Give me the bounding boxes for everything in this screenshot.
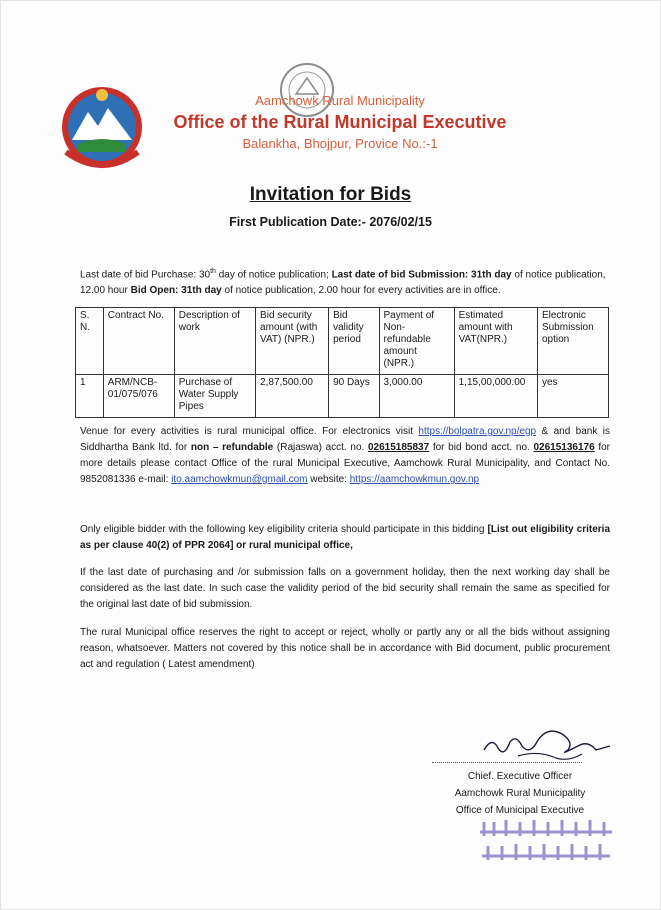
table-row: 1 ARM/NCB-01/075/076 Purchase of Water Supply Pipes 2,87,500.00 90 Days 3,000.00 1,15,00,000.00 yes [76, 375, 609, 418]
eligibility-paragraph: Only eligible bidder with the following key eligibility criteria should participate in this bidding [List out eligibility criteria as per clause 40(2) of PPR 2064] or rural municipal office, [80, 524, 611, 551]
website-link[interactable]: https://aamchowkmun.gov.np [349, 474, 480, 485]
col-validity: Bid validity period [329, 308, 379, 375]
official-name-stamp-icon [472, 812, 622, 868]
col-sn: S. N. [76, 308, 104, 375]
letterhead [150, 92, 530, 154]
office-address: Balankha, Bhojpur, Provice No.:-1 [242, 136, 438, 151]
bid-bond-account-no: 02615136176 [533, 442, 595, 453]
venue-paragraph: Venue for every activities is rural municipal office. For electronics visit https://bolpatra.gov.np/egp & and bank is Siddhartha Bank ltd. for non – refundable (Rajaswa) acct. no. 02615185837 for bid bond acct. no. 02615136176 for more details please contact Office of the rural Municipal Executive, Aamchowk Rural Municipality, and Contact No. 9852081336 e-mail: ito.aamchowkmun@gmail.com website: https://aamchowkmun.gov.np [80, 426, 611, 485]
signatory-title: Chief. Executive Officer [467, 771, 573, 782]
bid-dates-paragraph: Last date of bid Purchase: 30th day of notice publication; Last date of bid Submission: 31th day of notice publication, 12.00 hour Bid Open: 31th day of notice publication, 2.00 hour for every activities are in office. [80, 268, 606, 297]
bid-table [75, 307, 609, 418]
signatory-org: Aamchowk Rural Municipality [454, 788, 586, 799]
email-link[interactable]: ito.aamchowkmun@gmail.com [171, 474, 308, 485]
rights-paragraph: The rural Municipal office reserves the right to accept or reject, wholly or partly any or all the bids without assigning reason, whatsoever. Matters not covered by this notice shall be in accordance with Bid document, public procurement act and regulation ( Latest amendment) [80, 627, 610, 670]
col-contract-no: Contract No. [103, 308, 174, 375]
office-name: Office of the Rural Municipal Executive [173, 112, 507, 132]
col-payment: Payment of Non-refundable amount (NPR.) [379, 308, 454, 375]
revenue-account-no: 02615185837 [367, 442, 430, 453]
col-estimated: Estimated amount with VAT(NPR.) [454, 308, 537, 375]
table-header-row [76, 308, 609, 375]
col-electronic: Electronic Submission option [537, 308, 608, 375]
col-description: Description of work [174, 308, 255, 375]
bolpatra-link[interactable]: https://bolpatra.gov.np/egp [418, 426, 537, 437]
nepal-emblem-icon [58, 82, 146, 172]
holiday-paragraph: If the last date of purchasing and /or submission falls on a government holiday, then the next working day shall be considered as the last date. In such case the validity period of the bid security shall remain the same as specified for the original last date of bid submission. [80, 567, 610, 610]
page-title: Invitation for Bids [249, 184, 412, 205]
col-bid-security: Bid security amount (with VAT) (NPR.) [256, 308, 329, 375]
signatory-office: Office of Municipal Executive [455, 805, 585, 816]
signature-line [432, 762, 582, 763]
municipality-name: Aamchowk Rural Municipality [255, 93, 425, 108]
publication-date: First Publication Date:- 2076/02/15 [229, 215, 432, 229]
signature-image [478, 716, 618, 764]
